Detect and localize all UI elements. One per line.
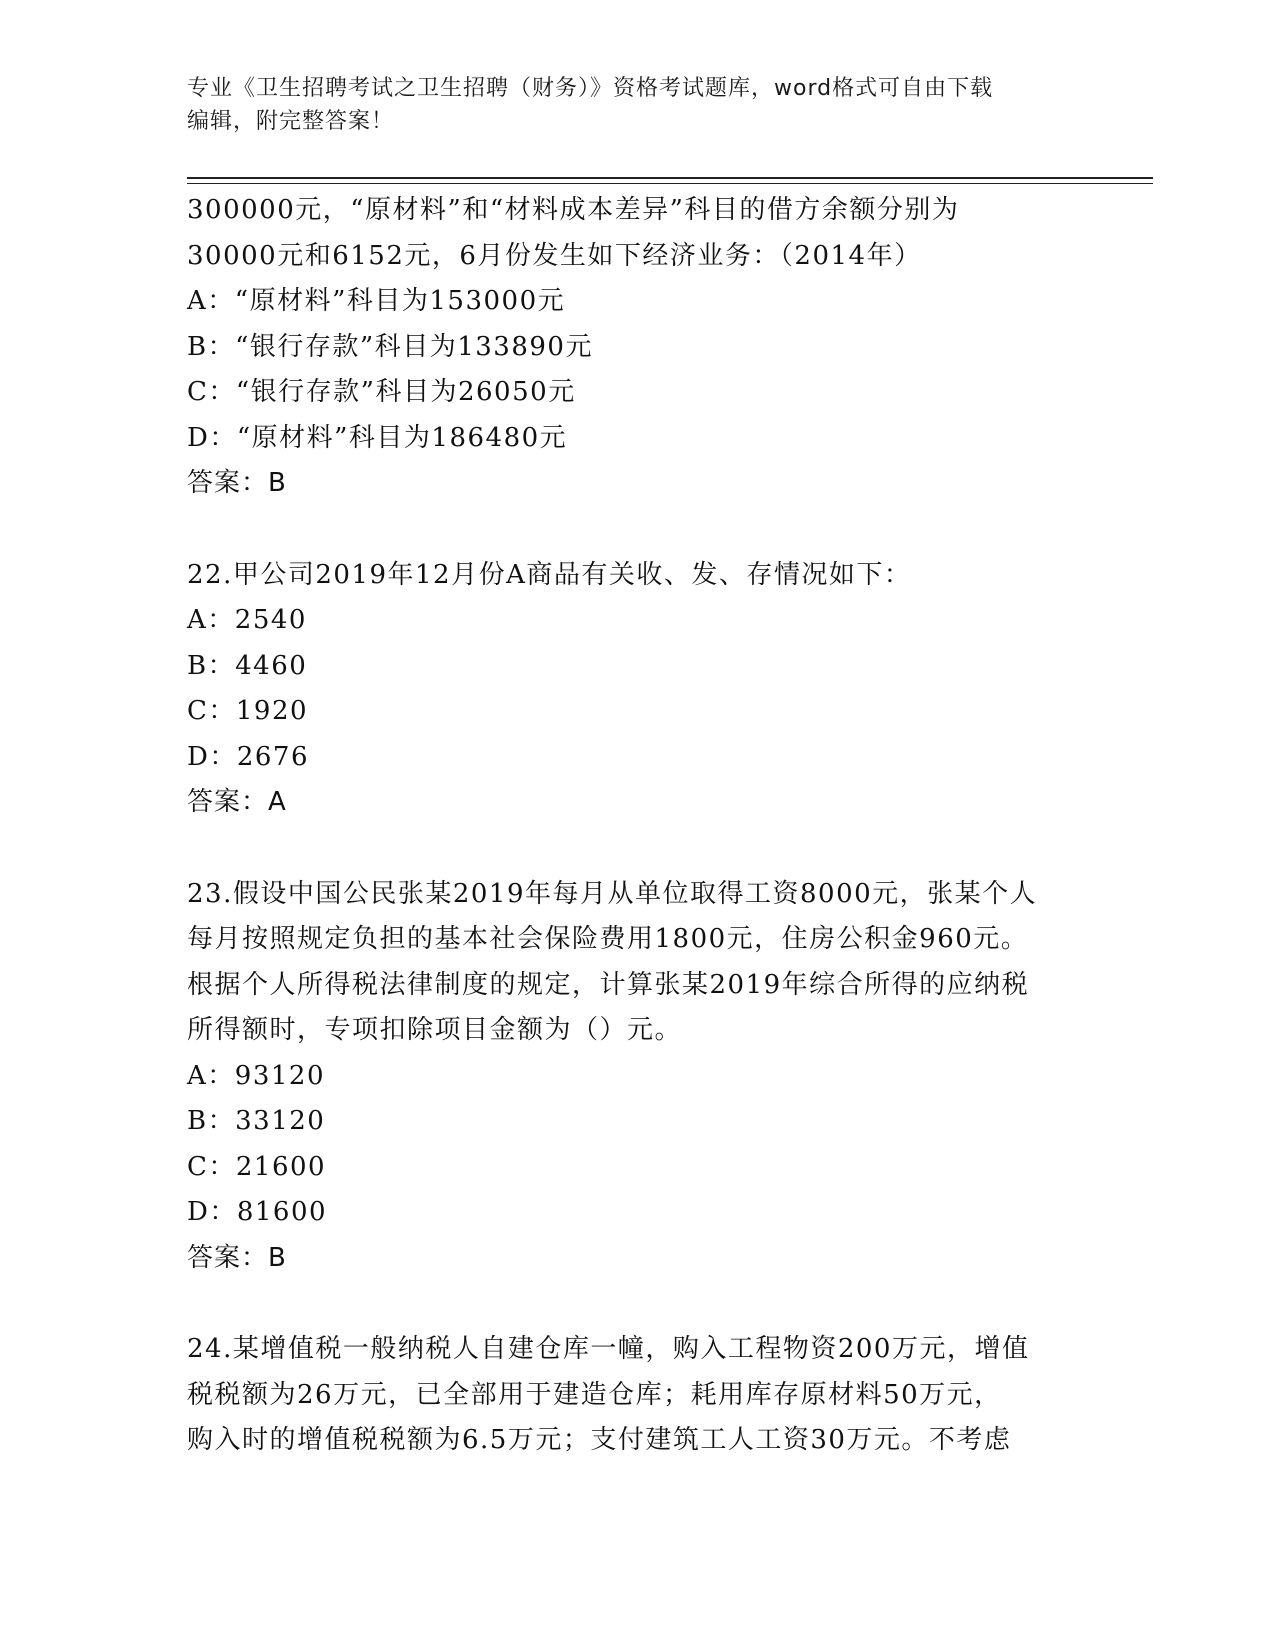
header-divider-thick [187, 177, 1153, 179]
header-divider-thin [187, 183, 1153, 184]
question-23 [187, 872, 1087, 1282]
question-text-line: 24.某增值税一般纳税人自建仓库一幢，购入工程物资200万元，增值 [187, 1334, 1030, 1364]
question-text-line: 每月按照规定负担的基本社会保险费用1800元，住房公积金960元。 [187, 924, 1029, 954]
option-a: A：93120 [187, 1060, 325, 1091]
option-d: D：“原材料”科目为186480元 [187, 422, 568, 453]
question-text-line: 300000元，“原材料”和“材料成本差异”科目的借方余额分别为 [187, 195, 960, 225]
answer: 答案：A [187, 787, 287, 817]
option-c: C：21600 [187, 1151, 327, 1182]
option-b: B：4460 [187, 650, 308, 681]
header-line-2: 编辑，附完整答案！ [187, 109, 395, 134]
question-text-line: 购入时的增值税税额为6.5万元；支付建筑工人工资30万元。不考虑 [187, 1425, 1012, 1455]
question-text-line: 税税额为26万元，已全部用于建造仓库；耗用库存原材料50万元， [187, 1379, 1002, 1410]
question-text-line: 所得额时，专项扣除项目金额为（）元。 [187, 1015, 683, 1045]
question-22 [187, 553, 1087, 826]
question-text-line: 根据个人所得税法律制度的规定，计算张某2019年综合所得的应纳税 [187, 969, 1030, 1000]
question-list [187, 188, 1087, 1464]
document-header [187, 72, 1087, 138]
option-b: B：33120 [187, 1106, 326, 1136]
option-b: B：“银行存款”科目为133890元 [187, 331, 593, 362]
answer: 答案：B [187, 468, 287, 498]
option-c: C：“银行存款”科目为26050元 [187, 377, 576, 407]
option-d: D：81600 [187, 1197, 328, 1227]
option-a: A：2540 [187, 605, 307, 635]
question-24 [187, 1327, 1087, 1464]
option-a: A：“原材料”科目为153000元 [187, 286, 566, 316]
option-c: C：1920 [187, 696, 309, 726]
question-text-line: 22.甲公司2019年12月份A商品有关收、发、存情况如下： [187, 559, 912, 590]
question-text-line: 30000元和6152元，6月份发生如下经济业务：（2014年） [187, 240, 922, 271]
question-text-line: 23.假设中国公民张某2019年每月从单位取得工资8000元，张某个人 [187, 878, 1038, 909]
answer: 答案：B [187, 1242, 287, 1273]
question-21 [187, 188, 1087, 507]
header-line-1: 专业《卫生招聘考试之卫生招聘（财务）》资格考试题库，word格式可自由下载 [187, 76, 994, 101]
option-d: D：2676 [187, 741, 310, 772]
